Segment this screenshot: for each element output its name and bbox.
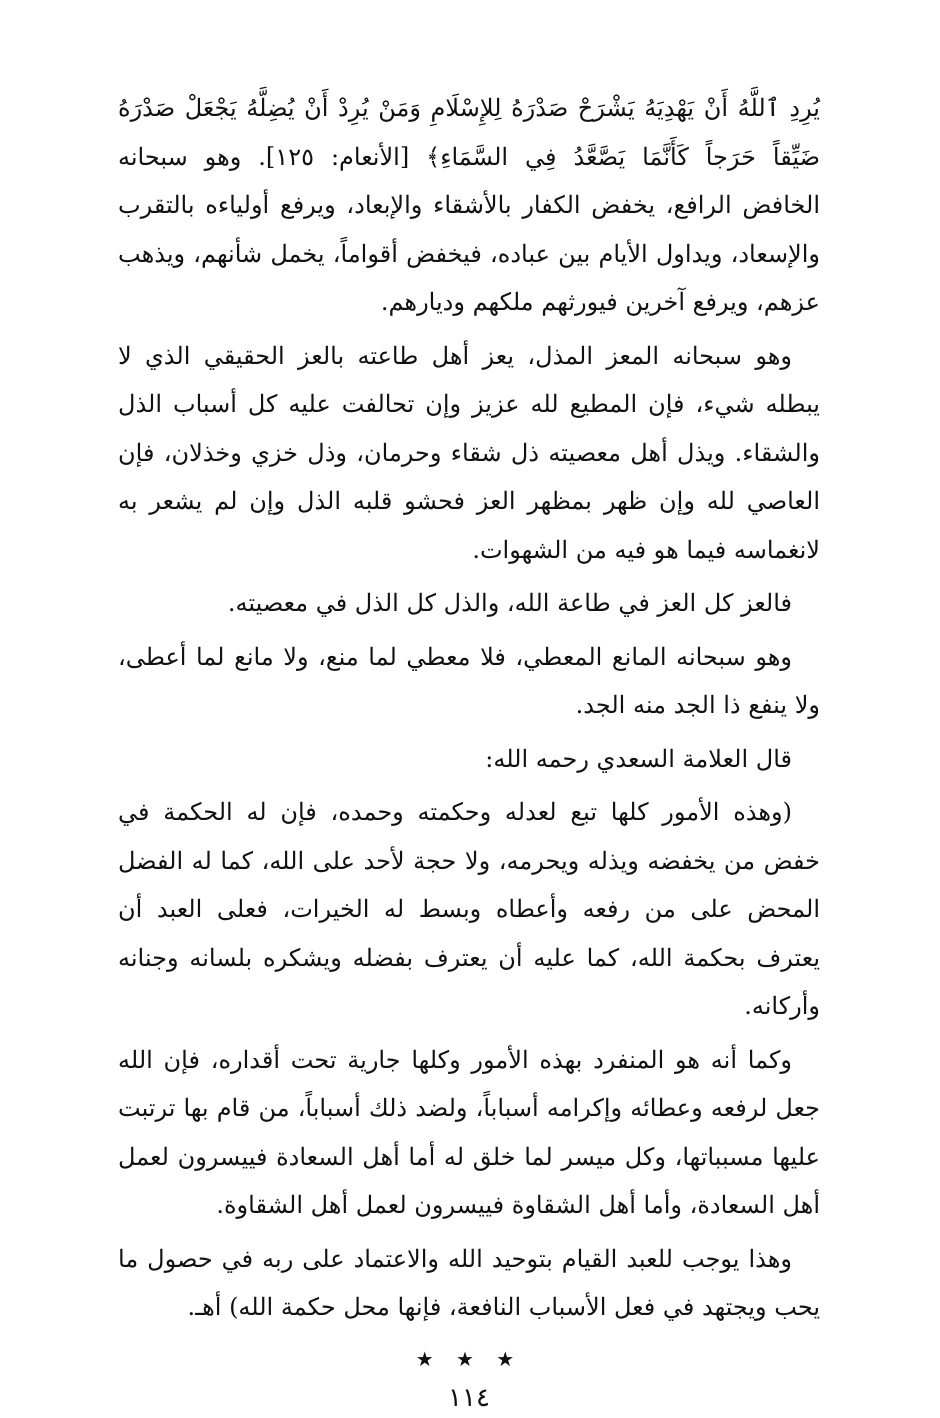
- paragraph-saadi-quote-2: وكما أنه هو المنفرد بهذه الأمور وكلها جارية تحت أقداره، فإن الله جعل لرفعه وعطائه وإكرامه أسباباً، ولضد ذلك أسباباً، من قام بها ترتبت عليها مسبباتها، وكل ميسر لما خلق له أما أهل السعادة فييسرون لعمل أهل السعادة، وأما أهل الشقاوة فييسرون لعمل أهل الشقاوة.: [118, 1045, 820, 1219]
- paragraph-mani-muti: وهو سبحانه المانع المعطي، فلا معطي لما منع، ولا مانع لما أعطى، ولا ينفع ذا الجد منه الجد.: [118, 642, 820, 719]
- paragraph-muizz-mudhill: وهو سبحانه المعز المذل، يعز أهل طاعته بالعز الحقيقي الذي لا يبطله شيء، فإن المطيع لله عزيز وإن تحالفت عليه كل أسباب الذل والشقاء. ويذل أهل معصيته ذل شقاء وحرمان، وذل خزي وخذلان، فإن العاصي لله وإن ظهر بمظهر العز فحشو قلبه الذل وإن لم يشعر به لانغماسه فيما هو فيه من الشهوات.: [118, 341, 820, 564]
- section-separator-stars: ★ ★ ★: [415, 1346, 523, 1371]
- book-page: [118, 84, 820, 1413]
- page-number: ١١٤: [448, 1382, 490, 1413]
- paragraph-saadi-quote-1: (وهذه الأمور كلها تبع لعدله وحكمته وحمده، فإن له الحكمة في خفض من يخفضه ويذله ويحرمه، ولا حجة لأحد على الله، كما له الفضل المحض على من رفعه وأعطاه وبسط له الخيرات، فعلى العبد أن يعترف بحكمة الله، كما عليه أن يعترف بفضله ويشكره بلسانه وجنانه وأركانه.: [118, 798, 820, 1020]
- paragraph-izz-in-obedience: فالعز كل العز في طاعة الله، والذل كل الذل في معصيته.: [227, 589, 792, 617]
- paragraph-saadi-intro: قال العلامة السعدي رحمه الله:: [485, 744, 792, 773]
- paragraph-verse-continuation: يُرِدِ ٱللَّهُ أَنْ يَهْدِيَهُ يَشْرَحْ صَدْرَهُ لِلإِسْلَامِ وَمَنْ يُرِدْ أَنْ يُضِلَّهُ يَجْعَلْ صَدْرَهُ ضَيِّقاً حَرَجاً كَأَنَّمَا يَصَّعَّدُ فِي السَّمَاءِ﴾ [الأنعام: ١٢٥]. وهو سبحانه الخافض الرافع، يخفض الكفار بالأشقاء والإبعاد، ويرفع أولياءه بالتقرب والإسعاد، ويداول الأيام بين عباده، فيخفض أقواماً، يخمل شأنهم، ويذهب عزهم، ويرفع آخرين فيورثهم ملكهم وديارهم.: [118, 94, 820, 316]
- paragraph-saadi-quote-3: وهذا يوجب للعبد القيام بتوحيد الله والاعتماد على ربه في حصول ما يحب ويجتهد في فعل الأسباب النافعة، فإنها محل حكمة الله) أهـ.: [118, 1244, 820, 1321]
